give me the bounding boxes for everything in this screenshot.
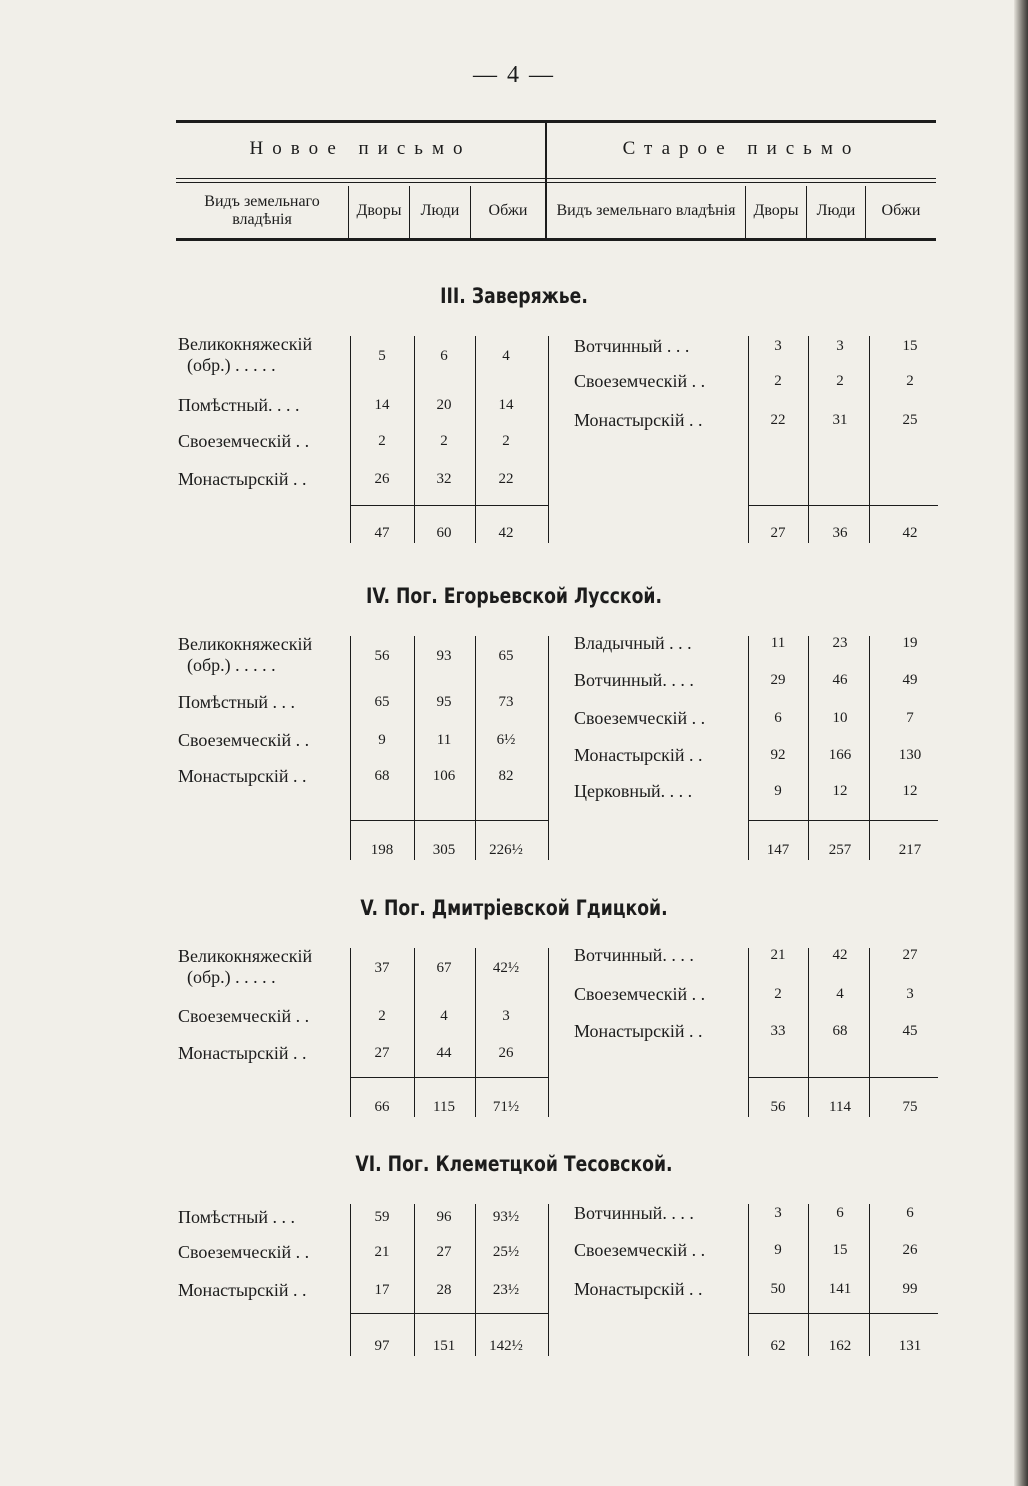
people-value: 46 [832, 672, 848, 688]
obzhi-total: 217 [898, 842, 922, 858]
row-label: Помѣстный . . . [178, 692, 296, 712]
obzhi-value: 15 [902, 338, 918, 354]
people-value: 2 [836, 373, 844, 389]
column-rule [548, 636, 549, 860]
people-value: 31 [832, 412, 848, 428]
people-value: 67 [436, 960, 452, 976]
people-value: 12 [832, 783, 848, 799]
row-label: Своеземческій . . [178, 1006, 310, 1026]
obzhi-total: 71½ [492, 1099, 520, 1115]
obzhi-value: 65 [498, 648, 514, 664]
people-total: 36 [832, 525, 848, 541]
col-households-new: Дворы [356, 202, 402, 219]
obzhi-value: 99 [902, 1281, 918, 1297]
people-value: 96 [436, 1209, 452, 1225]
people-value: 32 [436, 471, 452, 487]
households-value: 6 [774, 710, 782, 726]
people-value: 6 [440, 348, 448, 364]
households-value: 9 [378, 732, 386, 748]
column-rule [350, 1204, 351, 1356]
obzhi-value: 25½ [492, 1244, 520, 1260]
people-value: 15 [832, 1242, 848, 1258]
column-rule [869, 336, 870, 543]
header-old-letter: Старое письмо [622, 138, 861, 159]
people-value: 11 [436, 732, 452, 748]
row-label: Церковный. . . . [574, 781, 693, 801]
obzhi-value: 130 [898, 747, 922, 763]
households-value: 3 [774, 338, 782, 354]
total-rule [748, 1313, 938, 1314]
households-value: 9 [774, 783, 782, 799]
row-label: Своеземческій . . [574, 984, 706, 1004]
col-kind-new: Видъ земельнаго владѣнія [204, 193, 320, 228]
obzhi-total: 131 [898, 1338, 922, 1354]
row-label: Своеземческій . . [574, 371, 706, 391]
row-label: Помѣстный . . . [178, 1207, 296, 1227]
column-rule [808, 948, 809, 1117]
row-label: Своеземческій . . [178, 1242, 310, 1262]
people-value: 20 [436, 397, 452, 413]
obzhi-value: 45 [902, 1023, 918, 1039]
obzhi-value: 6 [906, 1205, 914, 1221]
row-label: Великокняжескій (обр.) . . . . . [178, 334, 313, 375]
households-value: 56 [374, 648, 390, 664]
column-rule [350, 948, 351, 1117]
obzhi-total: 42 [498, 525, 514, 541]
people-value: 6 [836, 1205, 844, 1221]
people-total: 60 [436, 525, 452, 541]
people-total: 257 [828, 842, 852, 858]
people-value: 10 [832, 710, 848, 726]
obzhi-value: 3 [502, 1008, 510, 1024]
col-households-old: Дворы [753, 202, 799, 219]
households-value: 65 [374, 694, 390, 710]
people-value: 106 [432, 768, 456, 784]
obzhi-total: 42 [902, 525, 918, 541]
column-rule [350, 636, 351, 860]
row-label: Монастырскій . . [574, 745, 703, 765]
column-rule [350, 336, 351, 543]
obzhi-value: 14 [498, 397, 514, 413]
obzhi-value: 49 [902, 672, 918, 688]
row-label: Монастырскій . . [574, 410, 703, 430]
row-label: Монастырскій . . [574, 1021, 703, 1041]
obzhi-value: 22 [498, 471, 514, 487]
section-title: V. Пог. Дмитріевской Гдицкой. [360, 896, 668, 920]
people-total: 151 [432, 1338, 456, 1354]
households-value: 2 [378, 1008, 386, 1024]
households-value: 22 [770, 412, 786, 428]
row-label: Монастырскій . . [178, 766, 307, 786]
header-new-letter: Новое письмо [249, 138, 472, 159]
households-value: 27 [374, 1045, 390, 1061]
column-rule [748, 1204, 749, 1356]
row-label: Владычный . . . [574, 633, 692, 653]
row-label: Монастырскій . . [178, 469, 307, 489]
obzhi-total: 226½ [489, 842, 523, 858]
households-total: 198 [370, 842, 394, 858]
obzhi-value: 73 [498, 694, 514, 710]
households-total: 66 [374, 1099, 390, 1115]
households-value: 2 [378, 433, 386, 449]
column-rule [414, 1204, 415, 1356]
row-label: Своеземческій . . [574, 1240, 706, 1260]
row-label: Великокняжескій (обр.) . . . . . [178, 946, 313, 987]
people-value: 4 [836, 986, 844, 1002]
row-label: Помѣстный. . . . [178, 395, 300, 415]
col-kind-old: Видъ земельнаго владѣнія [556, 202, 736, 219]
households-total: 97 [374, 1338, 390, 1354]
col-obzhi-new: Обжи [488, 202, 528, 219]
obzhi-total: 75 [902, 1099, 918, 1115]
people-value: 3 [836, 338, 844, 354]
households-value: 11 [770, 635, 786, 651]
total-rule [748, 1077, 938, 1078]
households-total: 62 [770, 1338, 786, 1354]
households-value: 5 [378, 348, 386, 364]
people-value: 68 [832, 1023, 848, 1039]
header-mid-rule-2 [176, 182, 936, 183]
households-total: 147 [766, 842, 790, 858]
households-value: 59 [374, 1209, 390, 1225]
households-total: 47 [374, 525, 390, 541]
row-label: Великокняжескій (обр.) . . . . . [178, 634, 313, 675]
people-value: 95 [436, 694, 452, 710]
obzhi-total: 142½ [489, 1338, 523, 1354]
row-label: Монастырскій . . [178, 1280, 307, 1300]
households-value: 21 [770, 947, 786, 963]
households-value: 37 [374, 960, 390, 976]
obzhi-value: 93½ [492, 1209, 520, 1225]
obzhi-value: 7 [906, 710, 914, 726]
households-value: 29 [770, 672, 786, 688]
section-title: III. Заверяжье. [440, 284, 588, 308]
people-value: 4 [440, 1008, 448, 1024]
row-label: Вотчинный. . . . [574, 1203, 694, 1223]
row-label: Своеземческій . . [178, 431, 310, 451]
section-title: VI. Пог. Клеметцкой Тесовской. [355, 1152, 673, 1176]
obzhi-value: 3 [906, 986, 914, 1002]
column-rule [808, 636, 809, 860]
households-value: 3 [774, 1205, 782, 1221]
households-value: 2 [774, 986, 782, 1002]
obzhi-value: 12 [902, 783, 918, 799]
page-number: — 4 — [473, 62, 555, 88]
row-label: Монастырскій . . [178, 1043, 307, 1063]
section-title: IV. Пог. Егорьевской Лусской. [365, 584, 663, 608]
column-rule [869, 1204, 870, 1356]
people-total: 162 [828, 1338, 852, 1354]
people-total: 305 [432, 842, 456, 858]
col-obzhi-old: Обжи [881, 202, 921, 219]
col-people-new: Люди [420, 202, 460, 219]
people-value: 141 [828, 1281, 852, 1297]
households-value: 14 [374, 397, 390, 413]
obzhi-value: 19 [902, 635, 918, 651]
people-value: 2 [440, 433, 448, 449]
column-rule [808, 1204, 809, 1356]
people-value: 93 [436, 648, 452, 664]
total-rule [350, 505, 548, 506]
households-value: 2 [774, 373, 782, 389]
people-total: 115 [433, 1099, 455, 1115]
obzhi-value: 25 [902, 412, 918, 428]
obzhi-value: 27 [902, 947, 918, 963]
total-rule [748, 505, 938, 506]
households-value: 9 [774, 1242, 782, 1258]
column-rule [548, 948, 549, 1117]
obzhi-value: 23½ [492, 1282, 520, 1298]
obzhi-value: 26 [498, 1045, 514, 1061]
total-rule [350, 1313, 548, 1314]
column-rule [808, 336, 809, 543]
households-value: 17 [374, 1282, 390, 1298]
people-value: 23 [832, 635, 848, 651]
households-value: 50 [770, 1281, 786, 1297]
total-rule [748, 820, 938, 821]
obzhi-value: 2 [502, 433, 510, 449]
row-label: Вотчинный. . . . [574, 670, 694, 690]
row-label: Вотчинный. . . . [574, 945, 694, 965]
column-rule [475, 1204, 476, 1356]
people-value: 28 [436, 1282, 452, 1298]
col-people-old: Люди [816, 202, 856, 219]
header-top-rule [176, 120, 936, 123]
obzhi-value: 2 [906, 373, 914, 389]
households-value: 92 [770, 747, 786, 763]
households-value: 68 [374, 768, 390, 784]
people-value: 44 [436, 1045, 452, 1061]
people-total: 114 [829, 1099, 851, 1115]
book-binding-edge [1014, 0, 1028, 1486]
obzhi-value: 26 [902, 1242, 918, 1258]
obzhi-value: 4 [502, 348, 510, 364]
total-rule [350, 820, 548, 821]
households-total: 56 [770, 1099, 786, 1115]
households-value: 26 [374, 471, 390, 487]
column-rule [548, 336, 549, 543]
people-value: 42 [832, 947, 848, 963]
people-value: 166 [828, 747, 852, 763]
obzhi-value: 42½ [492, 960, 520, 976]
households-value: 21 [374, 1244, 390, 1260]
row-label: Своеземческій . . [574, 708, 706, 728]
total-rule [350, 1077, 548, 1078]
people-value: 27 [436, 1244, 452, 1260]
obzhi-value: 82 [498, 768, 514, 784]
row-label: Своеземческій . . [178, 730, 310, 750]
households-value: 33 [770, 1023, 786, 1039]
column-rule [748, 336, 749, 543]
header-mid-rule-1 [176, 178, 936, 179]
header-bottom-rule [176, 238, 936, 241]
row-label: Монастырскій . . [574, 1279, 703, 1299]
column-rule [548, 1204, 549, 1356]
row-label: Вотчинный . . . [574, 336, 690, 356]
households-total: 27 [770, 525, 786, 541]
obzhi-value: 6½ [496, 732, 516, 748]
